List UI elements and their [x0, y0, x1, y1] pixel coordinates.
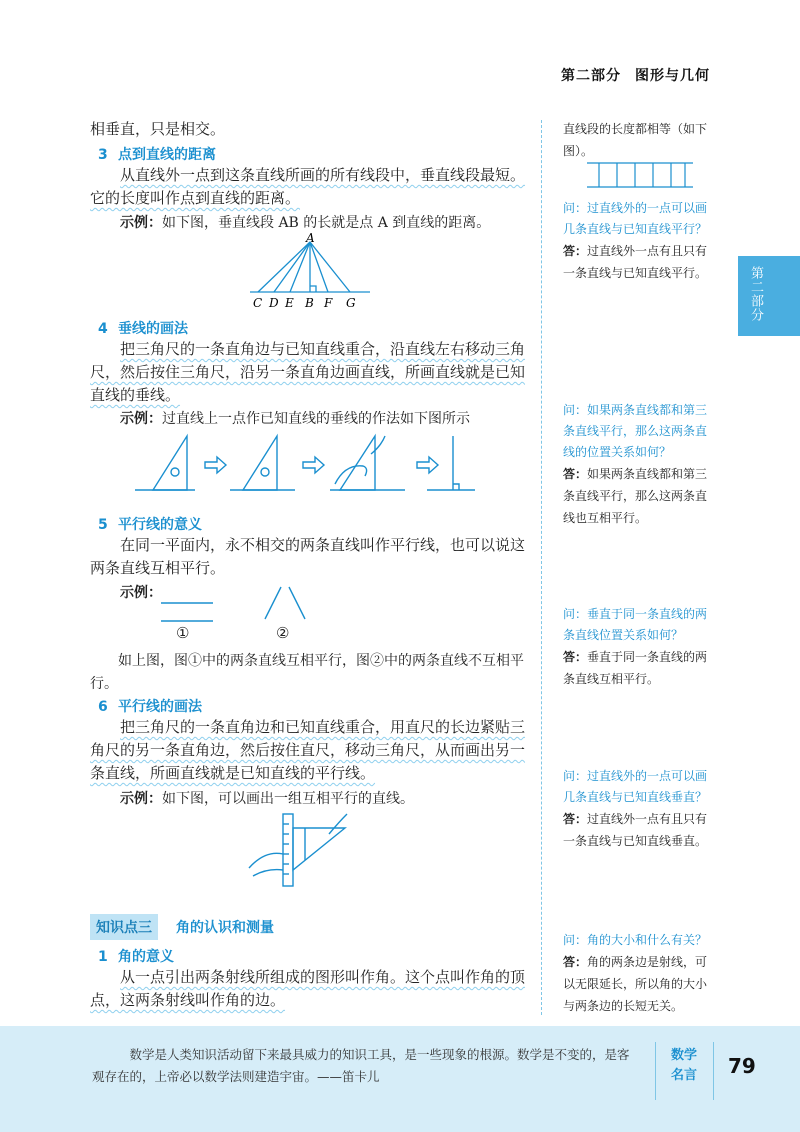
- answer-label: 答：: [563, 467, 588, 481]
- section-6-heading: [90, 696, 530, 716]
- section-title: 点到直线的距离: [118, 147, 216, 163]
- answer-label: 答：: [563, 244, 588, 258]
- answer-text: 如果两条直线都和第三条直线平行，那么这两条直线也互相平行。: [563, 467, 708, 525]
- section-title: 角的意义: [118, 949, 174, 965]
- section-1-text: [90, 966, 530, 1012]
- page-number: 79: [728, 1054, 756, 1078]
- sidebar-top-text: 直线段的长度都相等（如下图）。: [563, 122, 708, 158]
- section-6-body: 把三角尺的一条直角边和已知直线重合，用直尺的长边紧贴三角尺的另一条直角边，然后按住直尺，移动三角尺，从而画出另一条直线，所画直线就是已知直线的平行线。: [90, 718, 526, 782]
- column-divider: [541, 120, 542, 1015]
- question-text: 问：角的大小和什么有关？: [563, 933, 708, 947]
- section-title: 垂线的画法: [118, 321, 188, 337]
- sidebar-qa-5: [563, 930, 713, 1017]
- example-label: 示例：: [120, 215, 162, 231]
- section-4-heading: [90, 318, 530, 338]
- section-number: 1: [98, 949, 108, 965]
- label-C: C: [253, 296, 263, 310]
- footer-divider: [655, 1042, 656, 1100]
- figure-caption-1: ①: [176, 624, 190, 642]
- page-header: [561, 65, 710, 85]
- section-4-text: [90, 338, 530, 407]
- section-4-body: 把三角尺的一条直角边与已知直线重合，沿直线左右移动三角尺，然后按住三角尺，沿另一条直角边画直线，所画直线就是已知直线的垂线。: [90, 340, 526, 404]
- section-number: 3: [98, 147, 108, 163]
- example-label: 示例：: [120, 411, 162, 427]
- answer-text: 角的两条边是射线，可以无限延长，所以角的大小与两条边的长短无关。: [563, 955, 708, 1013]
- label-E: E: [285, 296, 294, 310]
- header-part: 第二部分: [561, 68, 621, 84]
- section-5-heading: [90, 514, 530, 534]
- parallel-drawing-figure: [245, 810, 365, 890]
- question-text: 问：如果两条直线都和第三条直线平行，那么这两条直线的位置关系如何？: [563, 403, 708, 459]
- section-number: 5: [98, 517, 108, 533]
- example-text: 如下图，可以画出一组互相平行的直线。: [162, 791, 414, 807]
- section-6-example: [120, 788, 540, 811]
- knowledge-point-heading: [90, 914, 274, 940]
- label-F: F: [324, 296, 333, 310]
- question-text: 问：过直线外的一点可以画几条直线与已知直线垂直？: [563, 769, 708, 804]
- answer-label: 答：: [563, 812, 588, 826]
- section-3-body: 从直线外一点到这条直线所画的所有线段中，垂直线段最短。它的长度叫作点到直线的距离。: [90, 166, 526, 207]
- footer-tag: [664, 1046, 704, 1086]
- example-text: 如下图，垂直线段 AB 的长就是点 A 到直线的距离。: [162, 215, 491, 231]
- footer-divider-2: [713, 1042, 714, 1100]
- section-6-text: [90, 716, 530, 785]
- example-label: 示例：: [120, 791, 162, 807]
- knowledge-point-tag: 知识点三: [90, 914, 158, 940]
- section-5-text: 在同一平面内，永不相交的两条直线叫作平行线，也可以说这两条直线互相平行。: [90, 536, 526, 577]
- answer-label: 答：: [563, 955, 588, 969]
- section-3-text: [90, 164, 530, 210]
- distance-figure: [240, 232, 380, 312]
- side-tab-label: 第二部分: [748, 266, 763, 322]
- question-text: 问：垂直于同一条直线的两条直线位置关系如何？: [563, 607, 708, 642]
- label-B: B: [305, 296, 314, 310]
- answer-text: 过直线外一点有且只有一条直线与已知直线垂直。: [563, 812, 708, 848]
- label-G: G: [346, 296, 356, 310]
- footer-tag-line2: 名言: [670, 1068, 697, 1083]
- section-title: 平行线的意义: [118, 517, 202, 533]
- answer-text: 过直线外一点有且只有一条直线与已知直线平行。: [563, 244, 708, 280]
- answer-text: 垂直于同一条直线的两条直线互相平行。: [563, 650, 708, 686]
- header-title: 图形与几何: [635, 68, 710, 84]
- section-3-heading: [90, 144, 530, 164]
- sidebar-qa-3: [563, 604, 713, 690]
- section-1-heading: [90, 946, 530, 966]
- section-title: 平行线的画法: [118, 699, 202, 715]
- section-1-body: 从一点引出两条射线所组成的图形叫作角。这个点叫作角的顶点，这两条射线叫作角的边。: [90, 968, 526, 1009]
- label-A: A: [306, 232, 315, 245]
- example-label: 示例：: [120, 585, 162, 601]
- perpendicular-steps-figure: [135, 428, 475, 498]
- example-text: 过直线上一点作已知直线的垂线的作法如下图所示: [162, 411, 470, 427]
- sidebar-qa-1: [563, 198, 713, 284]
- section-number: 4: [98, 321, 108, 337]
- section-number: 6: [98, 699, 108, 715]
- footer-tag-line1: 数学: [670, 1048, 697, 1063]
- page-footer: [0, 1026, 800, 1132]
- answer-label: 答：: [563, 650, 588, 664]
- figure-caption-2: ②: [276, 624, 290, 642]
- sidebar-qa-2: [563, 400, 713, 529]
- label-D: D: [269, 296, 279, 310]
- knowledge-point-title: 角的认识和测量: [176, 920, 274, 936]
- intro-text: 相垂直，只是相交。: [90, 120, 226, 138]
- parallel-figure: [155, 583, 315, 628]
- section-5-note: 如上图，图①中的两条直线互相平行，图②中的两条直线不互相平行。: [90, 653, 524, 692]
- sidebar-parallel-figure: [585, 160, 695, 190]
- side-tab: [738, 256, 800, 336]
- question-text: 问：过直线外的一点可以画几条直线与已知直线平行？: [563, 201, 708, 236]
- sidebar-qa-4: [563, 766, 713, 852]
- footer-quote: 数学是人类知识活动留下来最具威力的知识工具，是一些现象的根源。数学是不变的，是客观存在的，上帝必以数学法则建造宇宙。——笛卡儿: [92, 1047, 630, 1084]
